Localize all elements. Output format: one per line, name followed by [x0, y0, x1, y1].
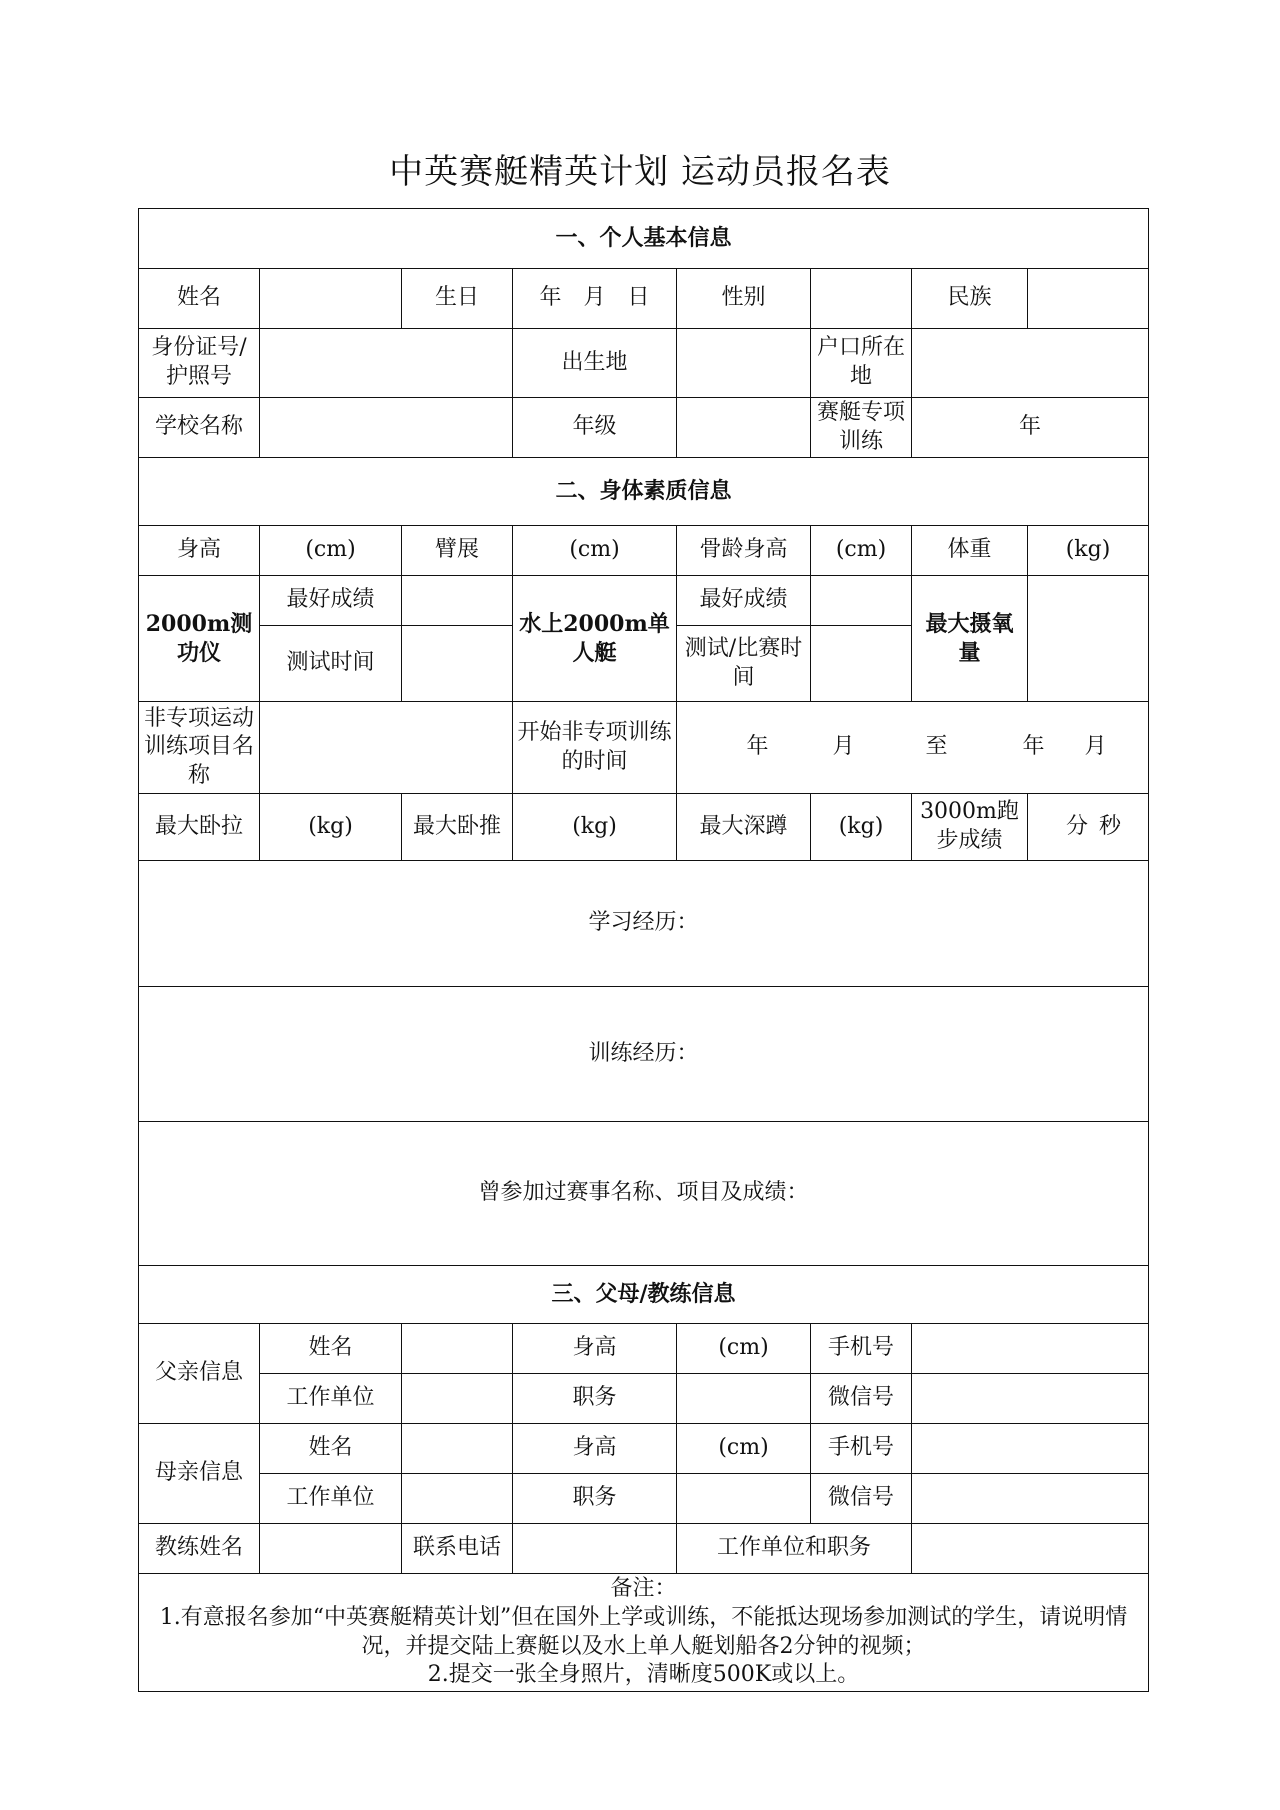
notes-label: 备注：	[610, 1576, 677, 1602]
label-mother-work: 工作单位	[260, 1474, 402, 1524]
training-history-field[interactable]: 训练经历：	[139, 987, 1149, 1122]
period-month-2: 月	[1084, 734, 1107, 760]
input-3000m-run[interactable]	[1028, 794, 1149, 861]
page-title: 中英赛艇精英计划 运动员报名表	[389, 152, 891, 192]
input-mother-height[interactable]: (cm)	[677, 1424, 811, 1474]
label-birthplace: 出生地	[513, 329, 677, 398]
label-bone-age-height: 骨龄身高	[677, 526, 811, 576]
notes-line-2: 2.提交一张全身照片，清晰度500K或以上。	[427, 1662, 860, 1688]
label-coach-name: 教练姓名	[139, 1524, 260, 1574]
input-father-height[interactable]: (cm)	[677, 1324, 811, 1374]
label-erg-best: 最好成绩	[260, 576, 402, 626]
study-history-field[interactable]: 学习经历：	[139, 861, 1149, 987]
label-mother-height: 身高	[513, 1424, 677, 1474]
input-erg-best[interactable]	[402, 576, 513, 626]
input-id-passport[interactable]	[260, 329, 513, 398]
input-coach-contact[interactable]	[513, 1524, 677, 1574]
input-mother-phone[interactable]	[912, 1424, 1149, 1474]
label-max-pulldown: 最大卧拉	[139, 794, 260, 861]
input-max-squat[interactable]: (kg)	[811, 794, 912, 861]
label-rowing-training: 赛艇专项训练	[811, 398, 912, 458]
input-name[interactable]	[260, 269, 402, 329]
label-water-test-time: 测试/比赛时间	[677, 626, 811, 702]
input-birthplace[interactable]	[677, 329, 811, 398]
label-2000m-erg: 2000m测功仪	[139, 576, 260, 702]
label-coach-work: 工作单位和职务	[677, 1524, 912, 1574]
label-ethnicity: 民族	[912, 269, 1028, 329]
input-coach-work[interactable]	[912, 1524, 1149, 1574]
input-mother-position[interactable]	[677, 1474, 811, 1524]
input-erg-test-time[interactable]	[402, 626, 513, 702]
label-father-height: 身高	[513, 1324, 677, 1374]
input-father-phone[interactable]	[912, 1324, 1149, 1374]
label-3000m-run: 3000m跑步成绩	[912, 794, 1028, 861]
registration-form	[138, 208, 1149, 1692]
label-water-2000m: 水上2000m单人艇	[513, 576, 677, 702]
label-max-benchpress: 最大卧推	[402, 794, 513, 861]
period-year-2: 年	[1022, 734, 1045, 760]
input-father-name[interactable]	[402, 1324, 513, 1374]
label-max-squat: 最大深蹲	[677, 794, 811, 861]
label-water-best: 最好成绩	[677, 576, 811, 626]
input-bone-age-height[interactable]: (cm)	[811, 526, 912, 576]
input-non-rowing-period[interactable]	[677, 702, 1149, 794]
label-mother-name: 姓名	[260, 1424, 402, 1474]
input-gender[interactable]	[811, 269, 912, 329]
run-seconds-unit: 秒	[1099, 813, 1122, 839]
input-height[interactable]: (cm)	[260, 526, 402, 576]
section-personal-heading: 一、个人基本信息	[139, 209, 1149, 269]
label-father-wechat: 微信号	[811, 1374, 912, 1424]
input-water-best[interactable]	[811, 576, 912, 626]
label-mother-position: 职务	[513, 1474, 677, 1524]
period-to: 至	[925, 734, 948, 760]
input-household[interactable]	[912, 329, 1149, 398]
input-vo2max[interactable]	[1028, 576, 1149, 702]
input-father-wechat[interactable]	[912, 1374, 1149, 1424]
input-max-benchpress[interactable]: (kg)	[513, 794, 677, 861]
input-mother-work[interactable]	[402, 1474, 513, 1524]
input-mother-name[interactable]	[402, 1424, 513, 1474]
competitions-field[interactable]: 曾参加过赛事名称、项目及成绩：	[139, 1122, 1149, 1266]
label-non-rowing-start: 开始非专项训练的时间	[513, 702, 677, 794]
label-arm-span: 臂展	[402, 526, 513, 576]
label-vo2max: 最大摄氧量	[912, 576, 1028, 702]
label-father-name: 姓名	[260, 1324, 402, 1374]
notes-section	[139, 1574, 1149, 1692]
label-mother-phone: 手机号	[811, 1424, 912, 1474]
label-father-info: 父亲信息	[139, 1324, 260, 1424]
input-arm-span[interactable]: (cm)	[513, 526, 677, 576]
input-water-test-time[interactable]	[811, 626, 912, 702]
input-school[interactable]	[260, 398, 513, 458]
input-coach-name[interactable]	[260, 1524, 402, 1574]
label-weight: 体重	[912, 526, 1028, 576]
label-name: 姓名	[139, 269, 260, 329]
input-birthday[interactable]: 年 月 日	[513, 269, 677, 329]
label-mother-wechat: 微信号	[811, 1474, 912, 1524]
label-birthday: 生日	[402, 269, 513, 329]
period-year-1: 年	[746, 734, 769, 760]
label-gender: 性别	[677, 269, 811, 329]
input-non-rowing-sport[interactable]	[260, 702, 513, 794]
run-minutes-unit: 分	[1065, 813, 1088, 839]
input-max-pulldown[interactable]: (kg)	[260, 794, 402, 861]
section-physical-heading: 二、身体素质信息	[139, 458, 1149, 526]
label-father-phone: 手机号	[811, 1324, 912, 1374]
input-ethnicity[interactable]	[1028, 269, 1149, 329]
label-mother-info: 母亲信息	[139, 1424, 260, 1524]
label-father-position: 职务	[513, 1374, 677, 1424]
label-coach-contact: 联系电话	[402, 1524, 513, 1574]
label-erg-test-time: 测试时间	[260, 626, 402, 702]
input-weight[interactable]: (kg)	[1028, 526, 1149, 576]
input-father-work[interactable]	[402, 1374, 513, 1424]
input-mother-wechat[interactable]	[912, 1474, 1149, 1524]
label-household: 户口所在地	[811, 329, 912, 398]
label-id-passport: 身份证号/护照号	[139, 329, 260, 398]
label-height: 身高	[139, 526, 260, 576]
label-grade: 年级	[513, 398, 677, 458]
input-rowing-training-years[interactable]: 年	[912, 398, 1149, 458]
period-month-1: 月	[832, 734, 855, 760]
label-non-rowing-sport: 非专项运动训练项目名称	[139, 702, 260, 794]
input-father-position[interactable]	[677, 1374, 811, 1424]
input-grade[interactable]	[677, 398, 811, 458]
notes-line-1: 1.有意报名参加“中英赛艇精英计划”但在国外上学或训练，不能抵达现场参加测试的学生，请说明情况，并提交陆上赛艇以及水上单人艇划船各2分钟的视频；	[159, 1604, 1128, 1659]
label-father-work: 工作单位	[260, 1374, 402, 1424]
label-school: 学校名称	[139, 398, 260, 458]
section-parents-coach-heading: 三、父母/教练信息	[139, 1266, 1149, 1324]
